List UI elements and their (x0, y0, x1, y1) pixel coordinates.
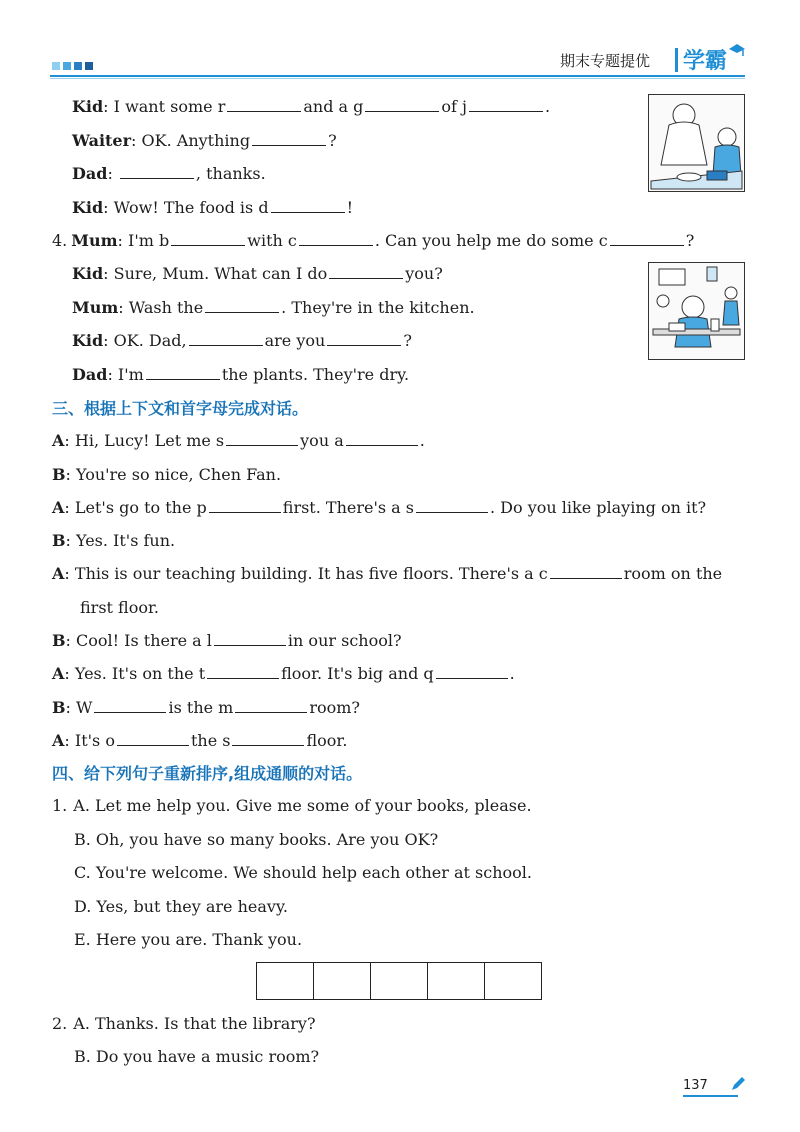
line-text: Wow! The food is d (113, 198, 269, 217)
question-number: 1. (52, 796, 68, 815)
answer-blank[interactable] (189, 330, 263, 346)
answer-blank[interactable] (226, 430, 298, 446)
line-text: This is our teaching building. It has five floors. There's a c (74, 564, 548, 583)
speaker-label: A (52, 431, 65, 450)
answer-blank[interactable] (252, 130, 326, 146)
option-text: D. Yes, but they are heavy. (74, 897, 288, 916)
line-text: Let's go to the p (74, 498, 207, 517)
answer-cell[interactable] (257, 963, 314, 999)
line-text: ? (685, 231, 695, 250)
answer-blank[interactable] (610, 230, 684, 246)
answer-grid (256, 962, 542, 1000)
line-text: OK. Anything (141, 131, 251, 150)
line-text: ? (328, 131, 337, 150)
answer-blank[interactable] (209, 497, 281, 513)
line-text: Hi, Lucy! Let me s (74, 431, 225, 450)
speaker-label: Kid (72, 97, 104, 116)
option-line (74, 1046, 319, 1068)
question-number: 2. (52, 1014, 68, 1033)
line-text: of j (441, 97, 467, 116)
option-line (52, 795, 532, 817)
line-text: . (545, 97, 551, 116)
speaker-label: Mum (72, 298, 119, 317)
answer-blank[interactable] (271, 197, 345, 213)
family-restaurant-icon (649, 95, 744, 191)
line-text: floor. (306, 731, 348, 750)
speaker-label: A (52, 664, 65, 683)
line-text: you? (405, 264, 443, 283)
option-line (74, 862, 532, 884)
speaker-label: B (52, 465, 66, 484)
question-number: 4. (52, 231, 68, 250)
line-text: is the m (168, 698, 234, 717)
answer-blank[interactable] (207, 663, 279, 679)
speaker-label: Waiter (72, 131, 132, 150)
speaker-label: A (52, 498, 65, 517)
line-text: in our school? (287, 631, 402, 650)
speaker-label: Mum (71, 231, 118, 250)
line-text: It's o (74, 731, 115, 750)
answer-cell[interactable] (371, 963, 428, 999)
section-title: 四、给下列句子重新排序,组成通顺的对话。 (52, 764, 363, 783)
answer-blank[interactable] (299, 230, 373, 246)
speaker-label: Dad (72, 365, 108, 384)
answer-cell[interactable] (314, 963, 371, 999)
illustration-kitchen (648, 262, 745, 360)
option-line (52, 1013, 316, 1035)
answer-blank[interactable] (214, 630, 286, 646)
speaker-label: Kid (72, 198, 104, 217)
family-kitchen-icon (649, 263, 744, 359)
header-rule-thin (50, 78, 745, 79)
answer-blank[interactable] (117, 730, 189, 746)
answer-blank[interactable] (235, 697, 307, 713)
line-text: Yes. It's on the t (74, 664, 206, 683)
line-text: room? (309, 698, 361, 717)
dialogue-line: Dad: , thanks. (72, 164, 266, 183)
answer-blank[interactable] (329, 263, 403, 279)
line-text: floor. It's big and q (281, 664, 434, 683)
dialogue-line: Waiter: OK. Anything ? (72, 131, 337, 150)
line-text: Cool! Is there a l (76, 631, 212, 650)
brand-logo: 学霸 (683, 49, 728, 74)
speaker-label: B (52, 698, 66, 717)
line-text: first. There's a s (282, 498, 414, 517)
answer-blank[interactable] (94, 697, 166, 713)
header-title: 期末专题提优 (560, 52, 651, 70)
dialogue-line: Kid: Sure, Mum. What can I do you? (72, 264, 443, 283)
option-text: C. You're welcome. We should help each other at school. (74, 863, 532, 882)
line-text: with c (247, 231, 297, 250)
line-text: . They're in the kitchen. (281, 298, 475, 317)
answer-blank[interactable] (171, 230, 245, 246)
speaker-label: Kid (72, 264, 104, 283)
dialogue-line: A: This is our teaching building. It has five floors. There's a c room on the (52, 564, 723, 583)
answer-blank[interactable] (416, 497, 488, 513)
line-text: Yes. It's fun. (76, 531, 176, 550)
dialogue-line: A: Hi, Lucy! Let me s you a . (52, 431, 425, 450)
answer-blank[interactable] (469, 96, 543, 112)
graduation-cap-icon (728, 42, 746, 58)
line-text: the s (190, 731, 231, 750)
line-text: I want some r (113, 97, 226, 116)
option-line (74, 929, 302, 951)
dialogue-line: Kid: Wow! The food is d ! (72, 198, 353, 217)
speaker-label: B (52, 531, 66, 550)
option-line (74, 829, 438, 851)
line-text: and a g (303, 97, 364, 116)
dialogue-line (80, 597, 159, 619)
dialogue-line: B: Yes. It's fun. (52, 531, 176, 550)
line-text: . Do you like playing on it? (490, 498, 707, 517)
page-number-rule (683, 1095, 738, 1097)
line-text: . (509, 664, 515, 683)
line-text: You're so nice, Chen Fan. (76, 465, 282, 484)
answer-blank[interactable] (227, 96, 301, 112)
answer-blank[interactable] (346, 430, 418, 446)
answer-blank[interactable] (146, 364, 220, 380)
dialogue-line: Dad: I'm the plants. They're dry. (72, 365, 410, 384)
dialogue-line: B: W is the m room? (52, 698, 361, 717)
answer-cell[interactable] (485, 963, 541, 999)
dialogue-line: A: It's o the s floor. (52, 731, 348, 750)
line-text: OK. Dad, (113, 331, 187, 350)
dialogue-line: A: Let's go to the p first. There's a s . Do you like playing on it? (52, 498, 707, 517)
page-number: 137 (683, 1078, 708, 1093)
option-line (74, 896, 288, 918)
line-text: you a (300, 431, 344, 450)
pencil-icon (730, 1076, 746, 1092)
answer-blank[interactable] (232, 730, 304, 746)
dialogue-line: Kid: I want some r and a g of j . (72, 97, 551, 116)
answer-blank[interactable] (365, 96, 439, 112)
line-text: W (76, 698, 93, 717)
speaker-label: A (52, 731, 65, 750)
speaker-label: B (52, 631, 66, 650)
answer-blank[interactable] (436, 663, 508, 679)
line-text: are you (264, 331, 326, 350)
line-text: I'm b (128, 231, 170, 250)
dialogue-line: 4. Mum: I'm b with c . Can you help me do some c ? (52, 231, 695, 250)
line-text: ? (403, 331, 412, 350)
option-text: E. Here you are. Thank you. (74, 930, 303, 949)
dialogue-line: A: Yes. It's on the t floor. It's big and q . (52, 664, 515, 683)
illustration-restaurant (648, 94, 745, 192)
answer-cell[interactable] (428, 963, 485, 999)
speaker-label: Kid (72, 331, 104, 350)
option-text: B. Do you have a music room? (74, 1047, 320, 1066)
line-text: ! (346, 198, 353, 217)
line-text: , thanks. (195, 164, 266, 183)
line-text: the plants. They're dry. (221, 365, 410, 384)
dialogue-line: B: You're so nice, Chen Fan. (52, 465, 282, 484)
option-text: A. Let me help you. Give me some of your books, please. (73, 796, 532, 815)
answer-blank[interactable] (205, 297, 279, 313)
answer-blank[interactable] (550, 563, 622, 579)
dialogue-line: B: Cool! Is there a l in our school? (52, 631, 402, 650)
answer-blank[interactable] (120, 163, 194, 179)
line-text: room on the (623, 564, 723, 583)
line-text: . Can you help me do some c (374, 231, 608, 250)
line-text: I'm (117, 365, 144, 384)
answer-blank[interactable] (327, 330, 401, 346)
header-rule (50, 75, 745, 77)
header-decor-square (52, 62, 60, 70)
option-text: A. Thanks. Is that the library? (73, 1014, 316, 1033)
header-divider (675, 48, 678, 72)
speaker-label: A (52, 564, 65, 583)
option-text: B. Oh, you have so many books. Are you OK? (74, 830, 439, 849)
header-decor-square (63, 62, 71, 70)
header-decor-square (74, 62, 82, 70)
dialogue-line: Kid: OK. Dad, are you ? (72, 331, 412, 350)
line-text: . (419, 431, 425, 450)
dialogue-line: Mum: Wash the . They're in the kitchen. (72, 298, 475, 317)
line-text: Wash the (128, 298, 204, 317)
section-title: 三、根据上下文和首字母完成对话。 (52, 399, 309, 418)
line-text: first floor. (80, 598, 159, 617)
header-decor-square (85, 62, 93, 70)
line-text: Sure, Mum. What can I do (113, 264, 328, 283)
speaker-label: Dad (72, 164, 108, 183)
